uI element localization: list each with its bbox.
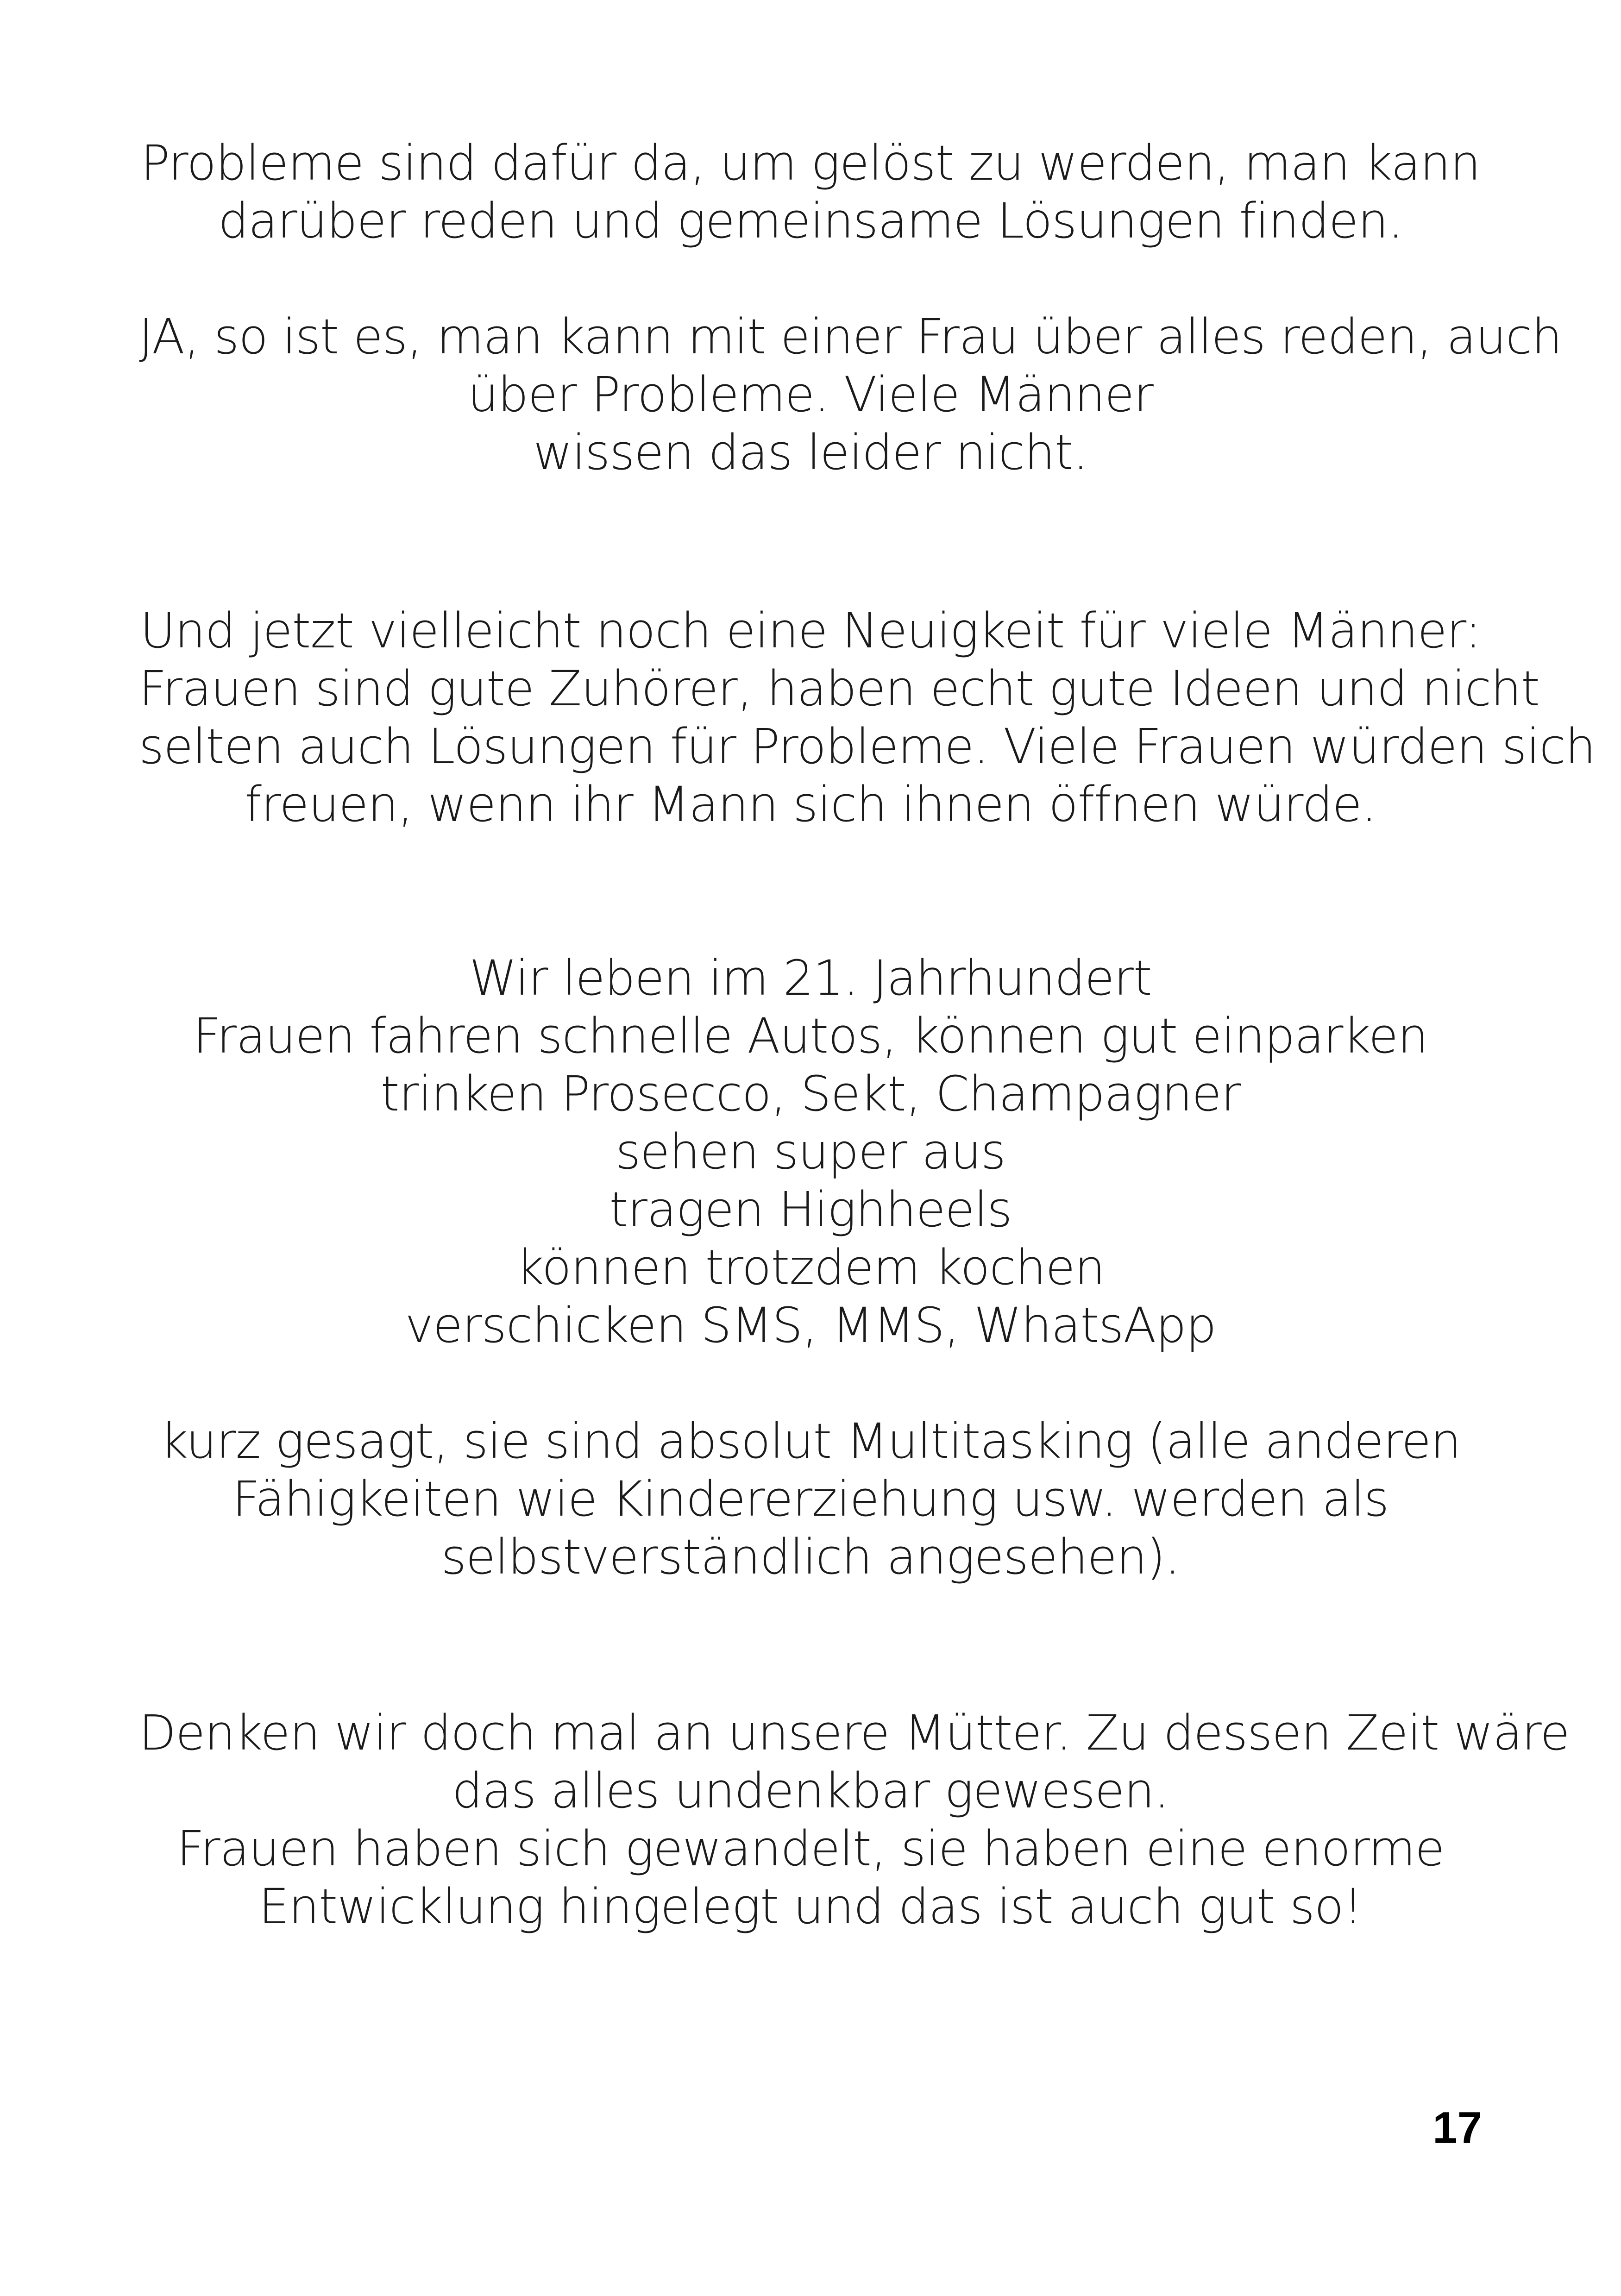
- paragraph-multitasking: [139, 1412, 1482, 1586]
- page-number: 17: [1433, 2103, 1482, 2152]
- paragraph-mothers: [139, 1704, 1570, 1936]
- text-line: Wir leben im 21. Jahrhundert: [469, 950, 1152, 1006]
- text-line: tragen Highheels: [609, 1181, 1012, 1238]
- text-line: freuen, wenn ihr Mann sich ihnen öffnen würde.: [245, 776, 1376, 833]
- text-line: wissen das leider nicht.: [533, 424, 1088, 481]
- text-line: JA, so ist es, man kann mit einer Frau über alles reden, auch: [139, 308, 1562, 365]
- text-line: selbstverständlich angesehen).: [441, 1529, 1180, 1585]
- text-line: Frauen sind gute Zuhörer, haben echt gute Ideen und nicht: [139, 660, 1539, 717]
- text-line: selten auch Lösungen für Probleme. Viele Frauen würden sich: [139, 718, 1596, 775]
- text-line: Probleme sind dafür da, um gelöst zu werden, man kann: [140, 135, 1480, 191]
- text-line: Und jetzt vielleicht noch eine Neuigkeit für viele Männer:: [140, 602, 1481, 659]
- paragraph-problems: [139, 134, 1482, 250]
- text-line: über Probleme. Viele Männer: [468, 366, 1153, 423]
- paragraph-talk-to-woman: [139, 308, 1562, 482]
- text-line: Denken wir doch mal an unsere Mütter. Zu dessen Zeit wäre: [139, 1705, 1570, 1761]
- paragraph-21st-century: [139, 949, 1482, 1355]
- text-line: Fähigkeiten wie Kindererziehung usw. werden als: [232, 1471, 1389, 1527]
- paragraph-news-for-men: [139, 602, 1596, 834]
- text-line: sehen super aus: [616, 1123, 1005, 1180]
- text-line: Entwicklung hingelegt und das ist auch gut so!: [258, 1878, 1363, 1935]
- text-line: Frauen haben sich gewandelt, sie haben eine enorme: [176, 1820, 1445, 1877]
- text-line: Frauen fahren schnelle Autos, können gut einparken: [193, 1008, 1428, 1064]
- text-line: darüber reden und gemeinsame Lösungen finden.: [218, 193, 1403, 249]
- text-line: das alles undenkbar gewesen.: [452, 1763, 1169, 1819]
- text-line: können trotzdem kochen: [516, 1239, 1105, 1296]
- text-line: trinken Prosecco, Sekt, Champagner: [380, 1066, 1241, 1122]
- text-line: verschicken SMS, MMS, WhatsApp: [405, 1297, 1216, 1354]
- text-line: kurz gesagt, sie sind absolut Multitasking (alle anderen: [160, 1413, 1461, 1469]
